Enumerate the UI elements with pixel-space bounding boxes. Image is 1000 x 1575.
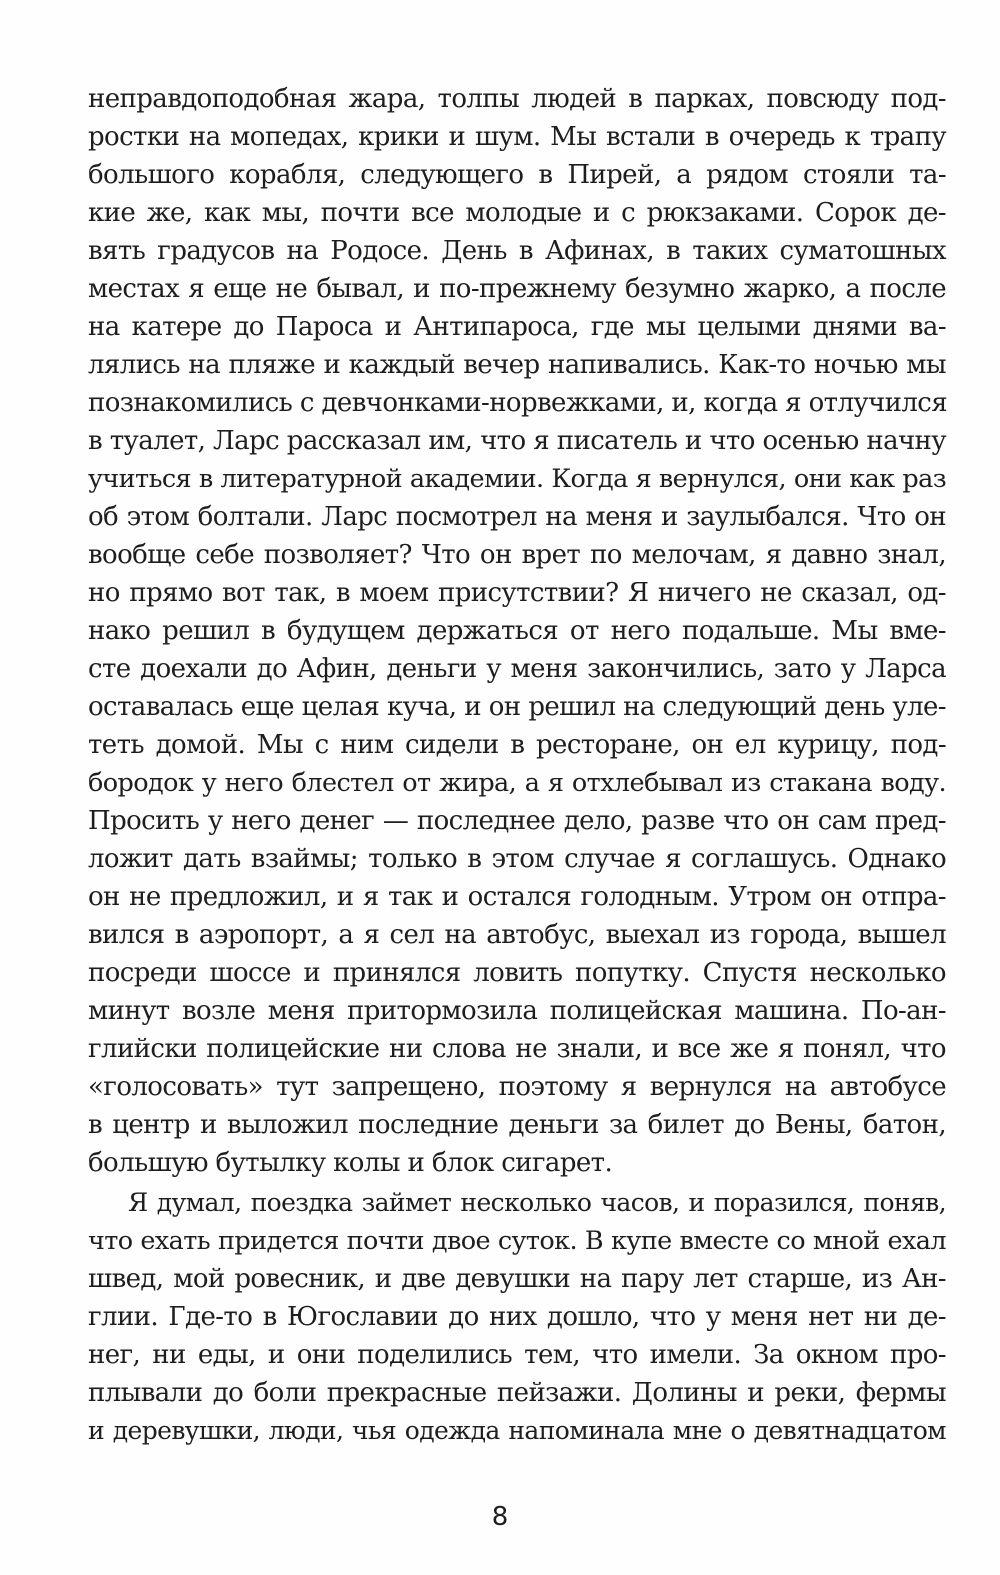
text-line: глии. Где-то в Югославии до них дошло, что у меня нет ни де-: [88, 1302, 946, 1332]
paragraph-1: [88, 80, 946, 1182]
text-line: кие же, как мы, почти все молодые и с рюкзаками. Сорок де-: [88, 198, 946, 228]
text-line: нег, ни еды, и они поделились тем, что имели. За окном про-: [88, 1340, 946, 1370]
text-line: об этом болтали. Ларс посмотрел на меня и заулыбался. Что он: [88, 502, 946, 532]
text-line: ложит дать взаймы; только в этом случае я соглашусь. Однако: [88, 844, 946, 874]
text-line: нако решил в будущем держаться от него подальше. Мы вме-: [88, 616, 946, 646]
text-line: глийски полицейские ни слова не знали, и все же я понял, что: [88, 1034, 946, 1064]
body-text: [88, 80, 946, 1450]
text-line: теть домой. Мы с ним сидели в ресторане, он ел курицу, под-: [88, 730, 946, 760]
text-line: посреди шоссе и принялся ловить попутку. Спустя несколько: [88, 958, 946, 988]
text-line: учиться в литературной академии. Когда я вернулся, они как раз: [88, 464, 946, 494]
text-line: вообще себе позволяет? Что он врет по мелочам, я давно знал,: [88, 540, 946, 570]
text-line: и деревушки, люди, чья одежда напоминала мне о девятнадцатом: [88, 1416, 946, 1445]
text-line: Просить у него денег — последнее дело, разве что он сам пред-: [88, 806, 946, 836]
text-line: большую бутылку колы и блок сигарет.: [88, 1148, 613, 1178]
text-line: сте доехали до Афин, деньги у меня закончились, зато у Ларса: [88, 654, 946, 684]
text-line: ростки на мопедах, крики и шум. Мы встали в очередь к трапу: [88, 122, 946, 152]
text-line: плывали до боли прекрасные пейзажи. Долины и реки, фермы: [88, 1378, 946, 1408]
text-line: вять градусов на Родосе. День в Афинах, в таких суматошных: [88, 236, 946, 266]
text-line: в туалет, Ларс рассказал им, что я писатель и что осенью начну: [88, 426, 946, 456]
text-line: познакомились с девчонками-норвежками, и, когда я отлучился: [88, 388, 948, 418]
text-line: на катере до Пароса и Антипароса, где мы целыми днями ва-: [88, 312, 946, 342]
text-line: минут возле меня притормозила полицейская машина. По-ан-: [88, 996, 946, 1026]
text-line: швед, мой ровесник, и две девушки на пару лет старше, из Ан-: [88, 1264, 946, 1294]
text-line: Я думал, поездка займет несколько часов, и поразился, поняв,: [128, 1188, 946, 1217]
text-line: местах я еще не бывал, и по-прежнему безумно жарко, а после: [88, 274, 946, 304]
paragraph-2: [88, 1184, 946, 1450]
text-line: неправдоподобная жара, толпы людей в парках, повсюду под-: [88, 84, 946, 114]
text-line: вился в аэропорт, а я сел на автобус, выехал из города, вышел: [88, 920, 946, 950]
text-line: что ехать придется почти двое суток. В купе вместе со мной ехал: [88, 1226, 946, 1256]
text-line: в центр и выложил последние деньги за билет до Вены, батон,: [88, 1110, 946, 1140]
text-line: он не предложил, и я так и остался голодным. Утром он отпра-: [88, 882, 946, 912]
text-line: большого корабля, следующего в Пирей, а рядом стояли та-: [88, 160, 946, 190]
page-number: 8: [491, 1502, 509, 1532]
text-line: лялись на пляже и каждый вечер напивались. Как-то ночью мы: [88, 350, 946, 380]
text-line: оставалась еще целая куча, и он решил на следующий день уле-: [88, 692, 946, 722]
text-line: «голосовать» тут запрещено, поэтому я вернулся на автобусе: [88, 1072, 946, 1102]
text-line: но прямо вот так, в моем присутствии? Я ничего не сказал, од-: [88, 578, 946, 608]
text-line: бородок у него блестел от жира, а я отхлебывал из стакана воду.: [88, 768, 946, 798]
